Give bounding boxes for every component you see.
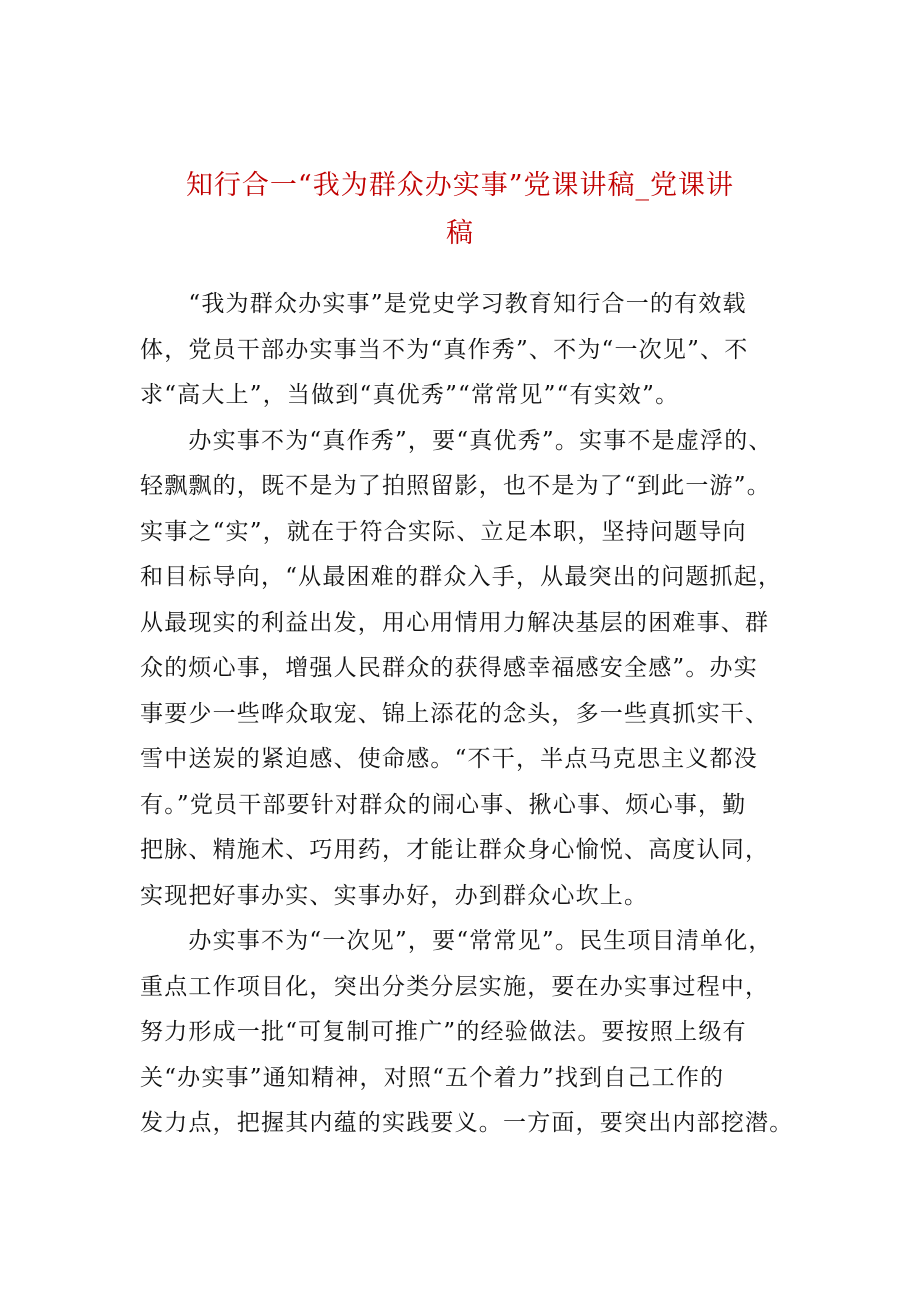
text-line: 轻飘飘的，既不是为了拍照留影，也不是为了“到此一游”。 (140, 473, 771, 499)
text-line: 重点工作项目化，突出分类分层实施，要在办实事过程中， (140, 973, 770, 1000)
text-line: 努力形成一批“可复制可推广”的经验做法。要按照上级有 (140, 1019, 747, 1045)
text-line: 求“高大上”，当做到“真优秀”“常常见”“有实效”。 (140, 382, 680, 408)
text-line: 关“办实事”通知精神，对照“五个着力”找到自己工作的 (140, 1064, 725, 1091)
paragraph-2 (140, 419, 790, 920)
paragraph-1 (140, 282, 790, 419)
text-line: 办实事不为“一次见”，要“常常见”。民生项目清单化， (140, 928, 773, 954)
document-title (140, 162, 780, 258)
text-line: 实事之“实”，就在于符合实际、立足本职，坚持问题导向 (140, 518, 747, 545)
paragraph-3 (140, 919, 794, 1147)
text-line: 发力点，把握其内蕴的实践要义。一方面，要突出内部挖潜。 (140, 1110, 794, 1136)
document-body (140, 282, 794, 1147)
title-line-2: 稿 (446, 218, 474, 249)
text-line: 有。”党员干部要针对群众的闹心事、揪心事、烦心事，勤 (140, 791, 747, 818)
text-line: 体，党员干部办实事当不为“真作秀”、不为“一次见”、不 (140, 336, 749, 363)
text-line: 众的烦心事，增强人民群众的获得感幸福感安全感”。办实 (140, 655, 758, 681)
text-line: 雪中送炭的紧迫感、使命感。“不干，半点马克思主义都没 (140, 746, 758, 772)
text-line: 和目标导向，“从最困难的群众入手，从最突出的问题抓起， (140, 564, 783, 590)
title-line-1: 知行合一“我为群众办实事”党课讲稿_党课讲 (185, 170, 735, 201)
text-line: “我为群众办实事”是党史学习教育知行合一的有效载 (140, 291, 747, 317)
text-line: 实现把好事办实、实事办好，办到群众心坎上。 (140, 882, 649, 909)
text-line: 把脉、精施术、巧用药，才能让群众身心愉悦、高度认同， (140, 837, 770, 863)
text-line: 事要少一些哗众取宠、锦上添花的念头，多一些真抓实干、 (140, 700, 770, 727)
text-line: 从最现实的利益出发，用心用情用力解决基层的困难事、群 (140, 609, 770, 636)
text-line: 办实事不为“真作秀”，要“真优秀”。实事不是虚浮的、 (140, 427, 773, 454)
